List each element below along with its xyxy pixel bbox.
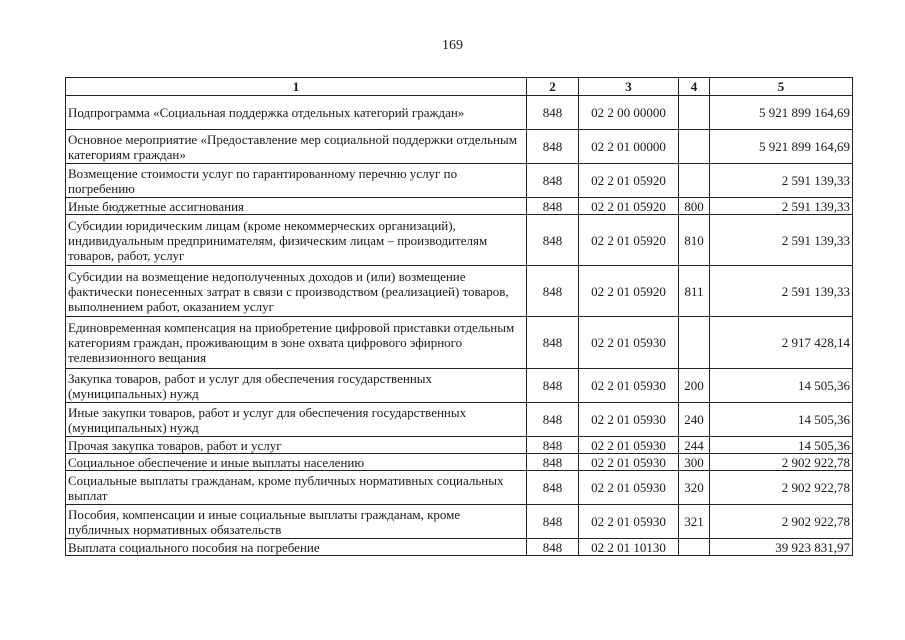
header-row <box>66 78 853 96</box>
row-target-article-cell: 02 2 01 05930 <box>579 471 679 505</box>
row-expense-type-cell: 244 <box>679 437 710 454</box>
row-name-cell: Субсидии на возмещение недополученных доходов и (или) возмещение фактически понесенных затрат в связи с производством (реализацией) товаров, выполнением работ, оказанием услуг <box>66 266 527 317</box>
row-expense-type-cell: 240 <box>679 403 710 437</box>
row-name-cell: Иные закупки товаров, работ и услуг для обеспечения государственных (муниципальных) нужд <box>66 403 527 437</box>
row-target-article-cell: 02 2 01 05930 <box>579 369 679 403</box>
table-row <box>66 317 853 369</box>
row-name-cell: Социальные выплаты гражданам, кроме публичных нормативных социальных выплат <box>66 471 527 505</box>
row-amount-cell: 5 921 899 164,69 <box>710 96 853 130</box>
row-admin-code-cell: 848 <box>527 164 579 198</box>
row-name-cell: Единовременная компенсация на приобретение цифровой приставки отдельным категориям граждан, проживающим в зоне охвата цифрового эфирного телевизионного вещания <box>66 317 527 369</box>
row-amount-cell: 2 591 139,33 <box>710 198 853 215</box>
row-amount-cell: 2 591 139,33 <box>710 215 853 266</box>
row-admin-code-cell: 848 <box>527 471 579 505</box>
row-name-cell: Подпрограмма «Социальная поддержка отдельных категорий граждан» <box>66 96 527 130</box>
header-col-2: 2 <box>527 78 579 96</box>
row-expense-type-cell: 321 <box>679 505 710 539</box>
row-amount-cell: 2 591 139,33 <box>710 164 853 198</box>
row-target-article-cell: 02 2 01 05930 <box>579 505 679 539</box>
row-target-article-cell: 02 2 01 05930 <box>579 317 679 369</box>
row-name-cell: Возмещение стоимости услуг по гарантированному перечню услуг по погребению <box>66 164 527 198</box>
table-row <box>66 164 853 198</box>
row-expense-type-cell: 300 <box>679 454 710 471</box>
row-expense-type-cell <box>679 130 710 164</box>
row-amount-cell: 14 505,36 <box>710 369 853 403</box>
row-expense-type-cell: 800 <box>679 198 710 215</box>
row-amount-cell: 14 505,36 <box>710 403 853 437</box>
row-admin-code-cell: 848 <box>527 266 579 317</box>
header-col-3: 3 <box>579 78 679 96</box>
row-target-article-cell: 02 2 01 05930 <box>579 403 679 437</box>
row-expense-type-cell <box>679 164 710 198</box>
table-row <box>66 130 853 164</box>
table-row <box>66 403 853 437</box>
row-amount-cell: 5 921 899 164,69 <box>710 130 853 164</box>
row-name-cell: Основное мероприятие «Предоставление мер социальной поддержки отдельным категориям граждан» <box>66 130 527 164</box>
header-col-5: 5 <box>710 78 853 96</box>
row-amount-cell: 2 902 922,78 <box>710 505 853 539</box>
row-admin-code-cell: 848 <box>527 403 579 437</box>
row-target-article-cell: 02 2 01 05930 <box>579 454 679 471</box>
table-row <box>66 369 853 403</box>
row-amount-cell: 14 505,36 <box>710 437 853 454</box>
table-row <box>66 437 853 454</box>
row-target-article-cell: 02 2 01 05920 <box>579 198 679 215</box>
row-target-article-cell: 02 2 01 05920 <box>579 164 679 198</box>
row-admin-code-cell: 848 <box>527 505 579 539</box>
table-row <box>66 505 853 539</box>
row-admin-code-cell: 848 <box>527 96 579 130</box>
row-admin-code-cell: 848 <box>527 454 579 471</box>
row-expense-type-cell <box>679 317 710 369</box>
table-row <box>66 471 853 505</box>
row-name-cell: Пособия, компенсации и иные социальные выплаты гражданам, кроме публичных нормативных обязательств <box>66 505 527 539</box>
row-expense-type-cell <box>679 539 710 556</box>
row-admin-code-cell: 848 <box>527 130 579 164</box>
row-admin-code-cell: 848 <box>527 198 579 215</box>
row-name-cell: Выплата социального пособия на погребение <box>66 539 527 556</box>
row-name-cell: Социальное обеспечение и иные выплаты населению <box>66 454 527 471</box>
row-amount-cell: 2 917 428,14 <box>710 317 853 369</box>
row-target-article-cell: 02 2 01 05920 <box>579 266 679 317</box>
table-row <box>66 198 853 215</box>
row-expense-type-cell: 320 <box>679 471 710 505</box>
row-amount-cell: 2 902 922,78 <box>710 471 853 505</box>
row-expense-type-cell: 200 <box>679 369 710 403</box>
row-target-article-cell: 02 2 01 10130 <box>579 539 679 556</box>
row-name-cell: Прочая закупка товаров, работ и услуг <box>66 437 527 454</box>
row-amount-cell: 39 923 831,97 <box>710 539 853 556</box>
row-expense-type-cell: 811 <box>679 266 710 317</box>
header-col-4: 4 <box>679 78 710 96</box>
table-row <box>66 215 853 266</box>
table-row <box>66 96 853 130</box>
row-admin-code-cell: 848 <box>527 437 579 454</box>
row-admin-code-cell: 848 <box>527 317 579 369</box>
row-expense-type-cell: 810 <box>679 215 710 266</box>
row-amount-cell: 2 902 922,78 <box>710 454 853 471</box>
row-amount-cell: 2 591 139,33 <box>710 266 853 317</box>
row-target-article-cell: 02 2 01 05930 <box>579 437 679 454</box>
page-number: 169 <box>442 38 463 53</box>
row-name-cell: Иные бюджетные ассигнования <box>66 198 527 215</box>
row-admin-code-cell: 848 <box>527 215 579 266</box>
row-name-cell: Закупка товаров, работ и услуг для обеспечения государственных (муниципальных) нужд <box>66 369 527 403</box>
row-target-article-cell: 02 2 00 00000 <box>579 96 679 130</box>
header-col-1: 1 <box>66 78 527 96</box>
row-admin-code-cell: 848 <box>527 539 579 556</box>
row-admin-code-cell: 848 <box>527 369 579 403</box>
table-row <box>66 539 853 556</box>
table-row <box>66 454 853 471</box>
row-target-article-cell: 02 2 01 05920 <box>579 215 679 266</box>
budget-table <box>65 77 853 556</box>
row-name-cell: Субсидии юридическим лицам (кроме некоммерческих организаций), индивидуальным предпринимателям, физическим лицам – производителям товаров, работ, услуг <box>66 215 527 266</box>
row-expense-type-cell <box>679 96 710 130</box>
table-body <box>66 96 853 556</box>
table-row <box>66 266 853 317</box>
row-target-article-cell: 02 2 01 00000 <box>579 130 679 164</box>
